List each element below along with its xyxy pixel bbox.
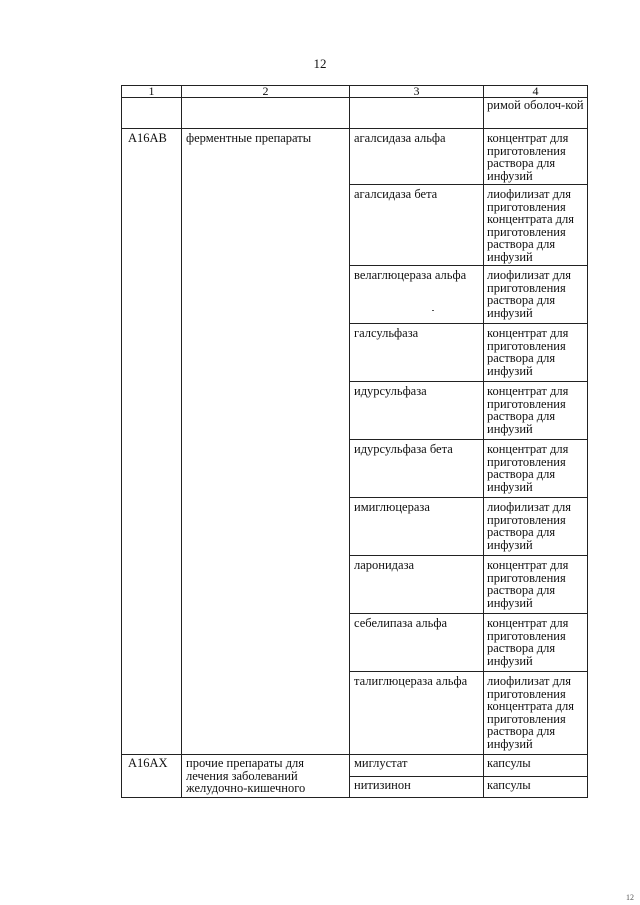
- drug-name-cell: ларонидаза: [350, 556, 484, 614]
- column-header-2: 2: [182, 86, 350, 98]
- drug-name-cell: миглустат: [350, 755, 484, 777]
- column-header-4: 4: [484, 86, 588, 98]
- cont-name-cell: [182, 98, 350, 129]
- dosage-form-cell: концентрат для приготовления раствора для инфузий: [484, 324, 588, 382]
- dosage-form-cell: концентрат для приготовления раствора для инфузий: [484, 129, 588, 185]
- drug-name-cell: велаглюцераза альфа: [350, 266, 484, 324]
- column-header-3: 3: [350, 86, 484, 98]
- dosage-form-cell: капсулы: [484, 755, 588, 777]
- drug-name-cell: агалсидаза бета: [350, 185, 484, 266]
- table-row: [122, 129, 588, 185]
- dosage-form-cell: концентрат для приготовления раствора для инфузий: [484, 440, 588, 498]
- dosage-form-cell: концентрат для приготовления раствора для инфузий: [484, 382, 588, 440]
- dosage-form-cell: капсулы: [484, 776, 588, 798]
- page-number: 12: [313, 56, 327, 71]
- drug-name-cell: идурсульфаза: [350, 382, 484, 440]
- group-name-cell: ферментные препараты: [182, 129, 350, 755]
- column-header-1: 1: [122, 86, 182, 98]
- group-code-cell: A16AB: [122, 129, 182, 755]
- drug-name-cell: идурсульфаза бета: [350, 440, 484, 498]
- continuation-row: [122, 98, 588, 129]
- drug-name-cell: себелипаза альфа: [350, 614, 484, 672]
- table-header-row: [122, 86, 588, 98]
- scan-artifact: [432, 310, 434, 311]
- cont-form-cell: римой оболоч-кой: [484, 98, 588, 129]
- dosage-form-cell: концентрат для приготовления раствора для инфузий: [484, 556, 588, 614]
- drug-name-cell: талиглюцераза альфа: [350, 672, 484, 755]
- group-name-text: прочие препараты для лечения заболеваний желудочно-кишечного: [186, 757, 306, 795]
- cont-code-cell: [122, 98, 182, 129]
- dosage-form-cell: лиофилизат для приготовления раствора для инфузий: [484, 266, 588, 324]
- group-name-cell: [182, 755, 350, 798]
- drug-name-cell: агалсидаза альфа: [350, 129, 484, 185]
- table-row: [122, 755, 588, 777]
- drug-name-cell: нитизинон: [350, 776, 484, 798]
- drug-name-cell: галсульфаза: [350, 324, 484, 382]
- dosage-form-cell: лиофилизат для приготовления раствора для инфузий: [484, 498, 588, 556]
- cont-drug-cell: [350, 98, 484, 129]
- group-code-cell: A16AX: [122, 755, 182, 798]
- drug-name-cell: имиглюцераза: [350, 498, 484, 556]
- corner-mark: 12: [626, 893, 634, 902]
- dosage-form-cell: лиофилизат для приготовления концентрата для приготовления раствора для инфузий: [484, 672, 588, 755]
- dosage-form-cell: лиофилизат для приготовления концентрата для приготовления раствора для инфузий: [484, 185, 588, 266]
- dosage-form-cell: концентрат для приготовления раствора для инфузий: [484, 614, 588, 672]
- drug-table: [121, 85, 588, 798]
